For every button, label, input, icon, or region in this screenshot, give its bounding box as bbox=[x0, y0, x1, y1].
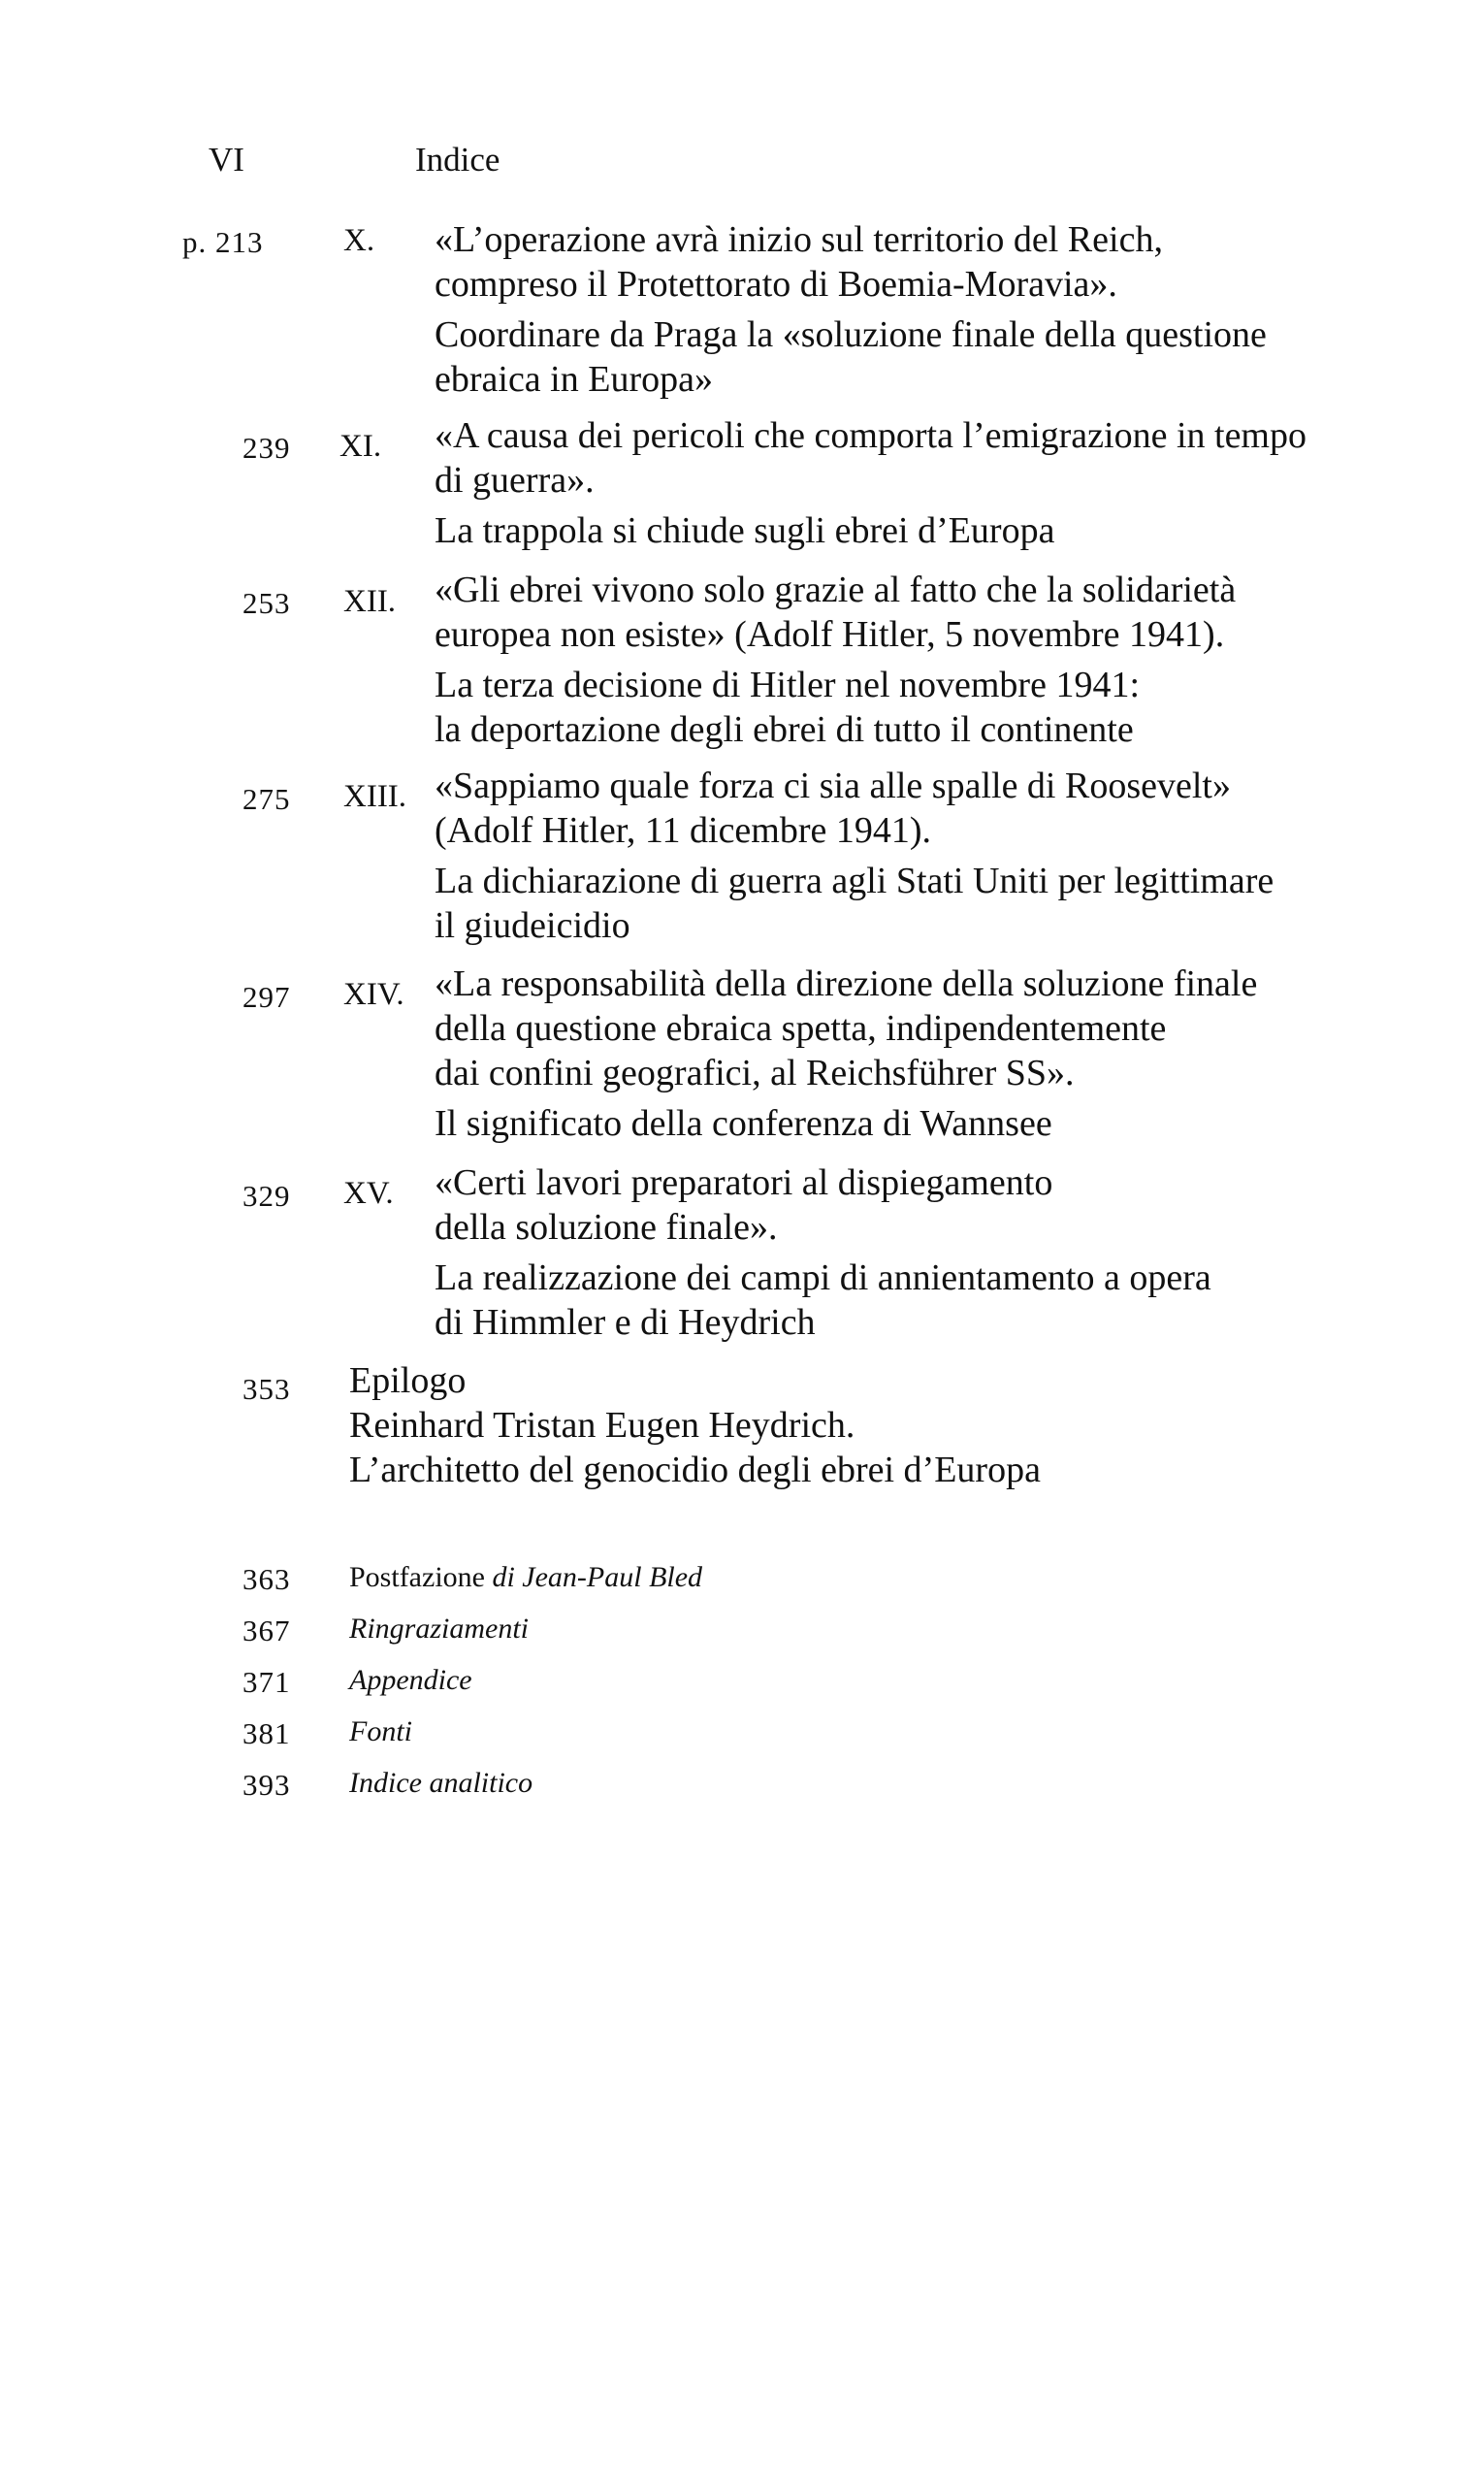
running-head-title: Indice bbox=[415, 141, 500, 179]
title-line: La terza decisione di Hitler nel novembre 1941: bbox=[435, 665, 1141, 705]
title-line: «Sappiamo quale forza ci sia alle spalle di Roosevelt» bbox=[435, 766, 1231, 806]
backmatter-label: Ringraziamenti bbox=[349, 1613, 529, 1645]
title-line: Coordinare da Praga la «soluzione finale della questione bbox=[435, 314, 1267, 355]
chapter-numeral: XII. bbox=[343, 584, 397, 619]
title-line: «L’operazione avrà inizio sul territorio del Reich, bbox=[435, 219, 1163, 260]
backmatter-author: di Jean-Paul Bled bbox=[492, 1561, 703, 1593]
chapter-title bbox=[435, 568, 1236, 752]
title-line: Il significato della conferenza di Wannsee bbox=[435, 1103, 1052, 1144]
backmatter-label: Fonti bbox=[349, 1715, 412, 1747]
title-line: La realizzazione dei campi di annientamento a opera bbox=[435, 1257, 1211, 1298]
page-number: 363 bbox=[242, 1562, 291, 1596]
page-number: 253 bbox=[242, 586, 291, 620]
chapter-numeral: XI. bbox=[339, 429, 382, 464]
chapter-title bbox=[435, 1160, 1211, 1345]
title-line: europea non esiste» (Adolf Hitler, 5 novembre 1941). bbox=[435, 614, 1225, 655]
page-number: 381 bbox=[242, 1716, 291, 1750]
page-number: 353 bbox=[242, 1372, 291, 1406]
page-number: 393 bbox=[242, 1768, 291, 1802]
epilogue-title bbox=[349, 1358, 1041, 1492]
title-line: della questione ebraica spetta, indipendentemente bbox=[435, 1008, 1167, 1049]
page-number: p. 213 bbox=[182, 225, 264, 259]
title-line: (Adolf Hitler, 11 dicembre 1941). bbox=[435, 810, 932, 851]
chapter-numeral: XIII. bbox=[343, 779, 407, 814]
chapter-numeral: XIV. bbox=[343, 977, 404, 1012]
page-number: 275 bbox=[242, 782, 291, 816]
title-line: Reinhard Tristan Eugen Heydrich. bbox=[349, 1405, 855, 1446]
backmatter-label: Appendice bbox=[349, 1664, 472, 1696]
chapter-title bbox=[435, 764, 1274, 948]
title-line: Epilogo bbox=[349, 1360, 467, 1401]
title-line: il giudeicidio bbox=[435, 905, 630, 946]
title-line: di Himmler e di Heydrich bbox=[435, 1302, 816, 1343]
title-line: compreso il Protettorato di Boemia-Moravia». bbox=[435, 264, 1117, 305]
chapter-title bbox=[435, 217, 1267, 402]
title-line: dai confini geografici, al Reichsführer SS». bbox=[435, 1053, 1075, 1093]
title-line: della soluzione finale». bbox=[435, 1207, 778, 1248]
title-line: la deportazione degli ebrei di tutto il continente bbox=[435, 709, 1134, 750]
chapter-title bbox=[435, 413, 1307, 553]
title-line: La dichiarazione di guerra agli Stati Uniti per legittimare bbox=[435, 861, 1274, 901]
backmatter-label bbox=[349, 1561, 702, 1594]
page-number: 239 bbox=[242, 431, 291, 465]
title-line: «La responsabilità della direzione della soluzione finale bbox=[435, 963, 1258, 1004]
page-number: 371 bbox=[242, 1665, 291, 1699]
page-numeral: VI bbox=[209, 141, 244, 179]
chapter-numeral: XV. bbox=[343, 1176, 394, 1211]
title-line: di guerra». bbox=[435, 460, 595, 501]
title-line: «A causa dei pericoli che comporta l’emigrazione in tempo bbox=[435, 415, 1307, 456]
page-number: 329 bbox=[242, 1179, 291, 1213]
chapter-title bbox=[435, 962, 1257, 1146]
backmatter-label: Indice analitico bbox=[349, 1767, 533, 1799]
title-line: La trappola si chiude sugli ebrei d’Europa bbox=[435, 510, 1055, 551]
backmatter-title: Postfazione bbox=[349, 1561, 485, 1593]
page-number: 297 bbox=[242, 980, 291, 1014]
page-number: 367 bbox=[242, 1614, 291, 1647]
title-line: ebraica in Europa» bbox=[435, 359, 713, 400]
title-line: L’architetto del genocidio degli ebrei d’Europa bbox=[349, 1450, 1041, 1490]
title-line: «Gli ebrei vivono solo grazie al fatto che la solidarietà bbox=[435, 570, 1237, 610]
title-line: «Certi lavori preparatori al dispiegamento bbox=[435, 1162, 1053, 1203]
chapter-numeral: X. bbox=[343, 223, 375, 258]
